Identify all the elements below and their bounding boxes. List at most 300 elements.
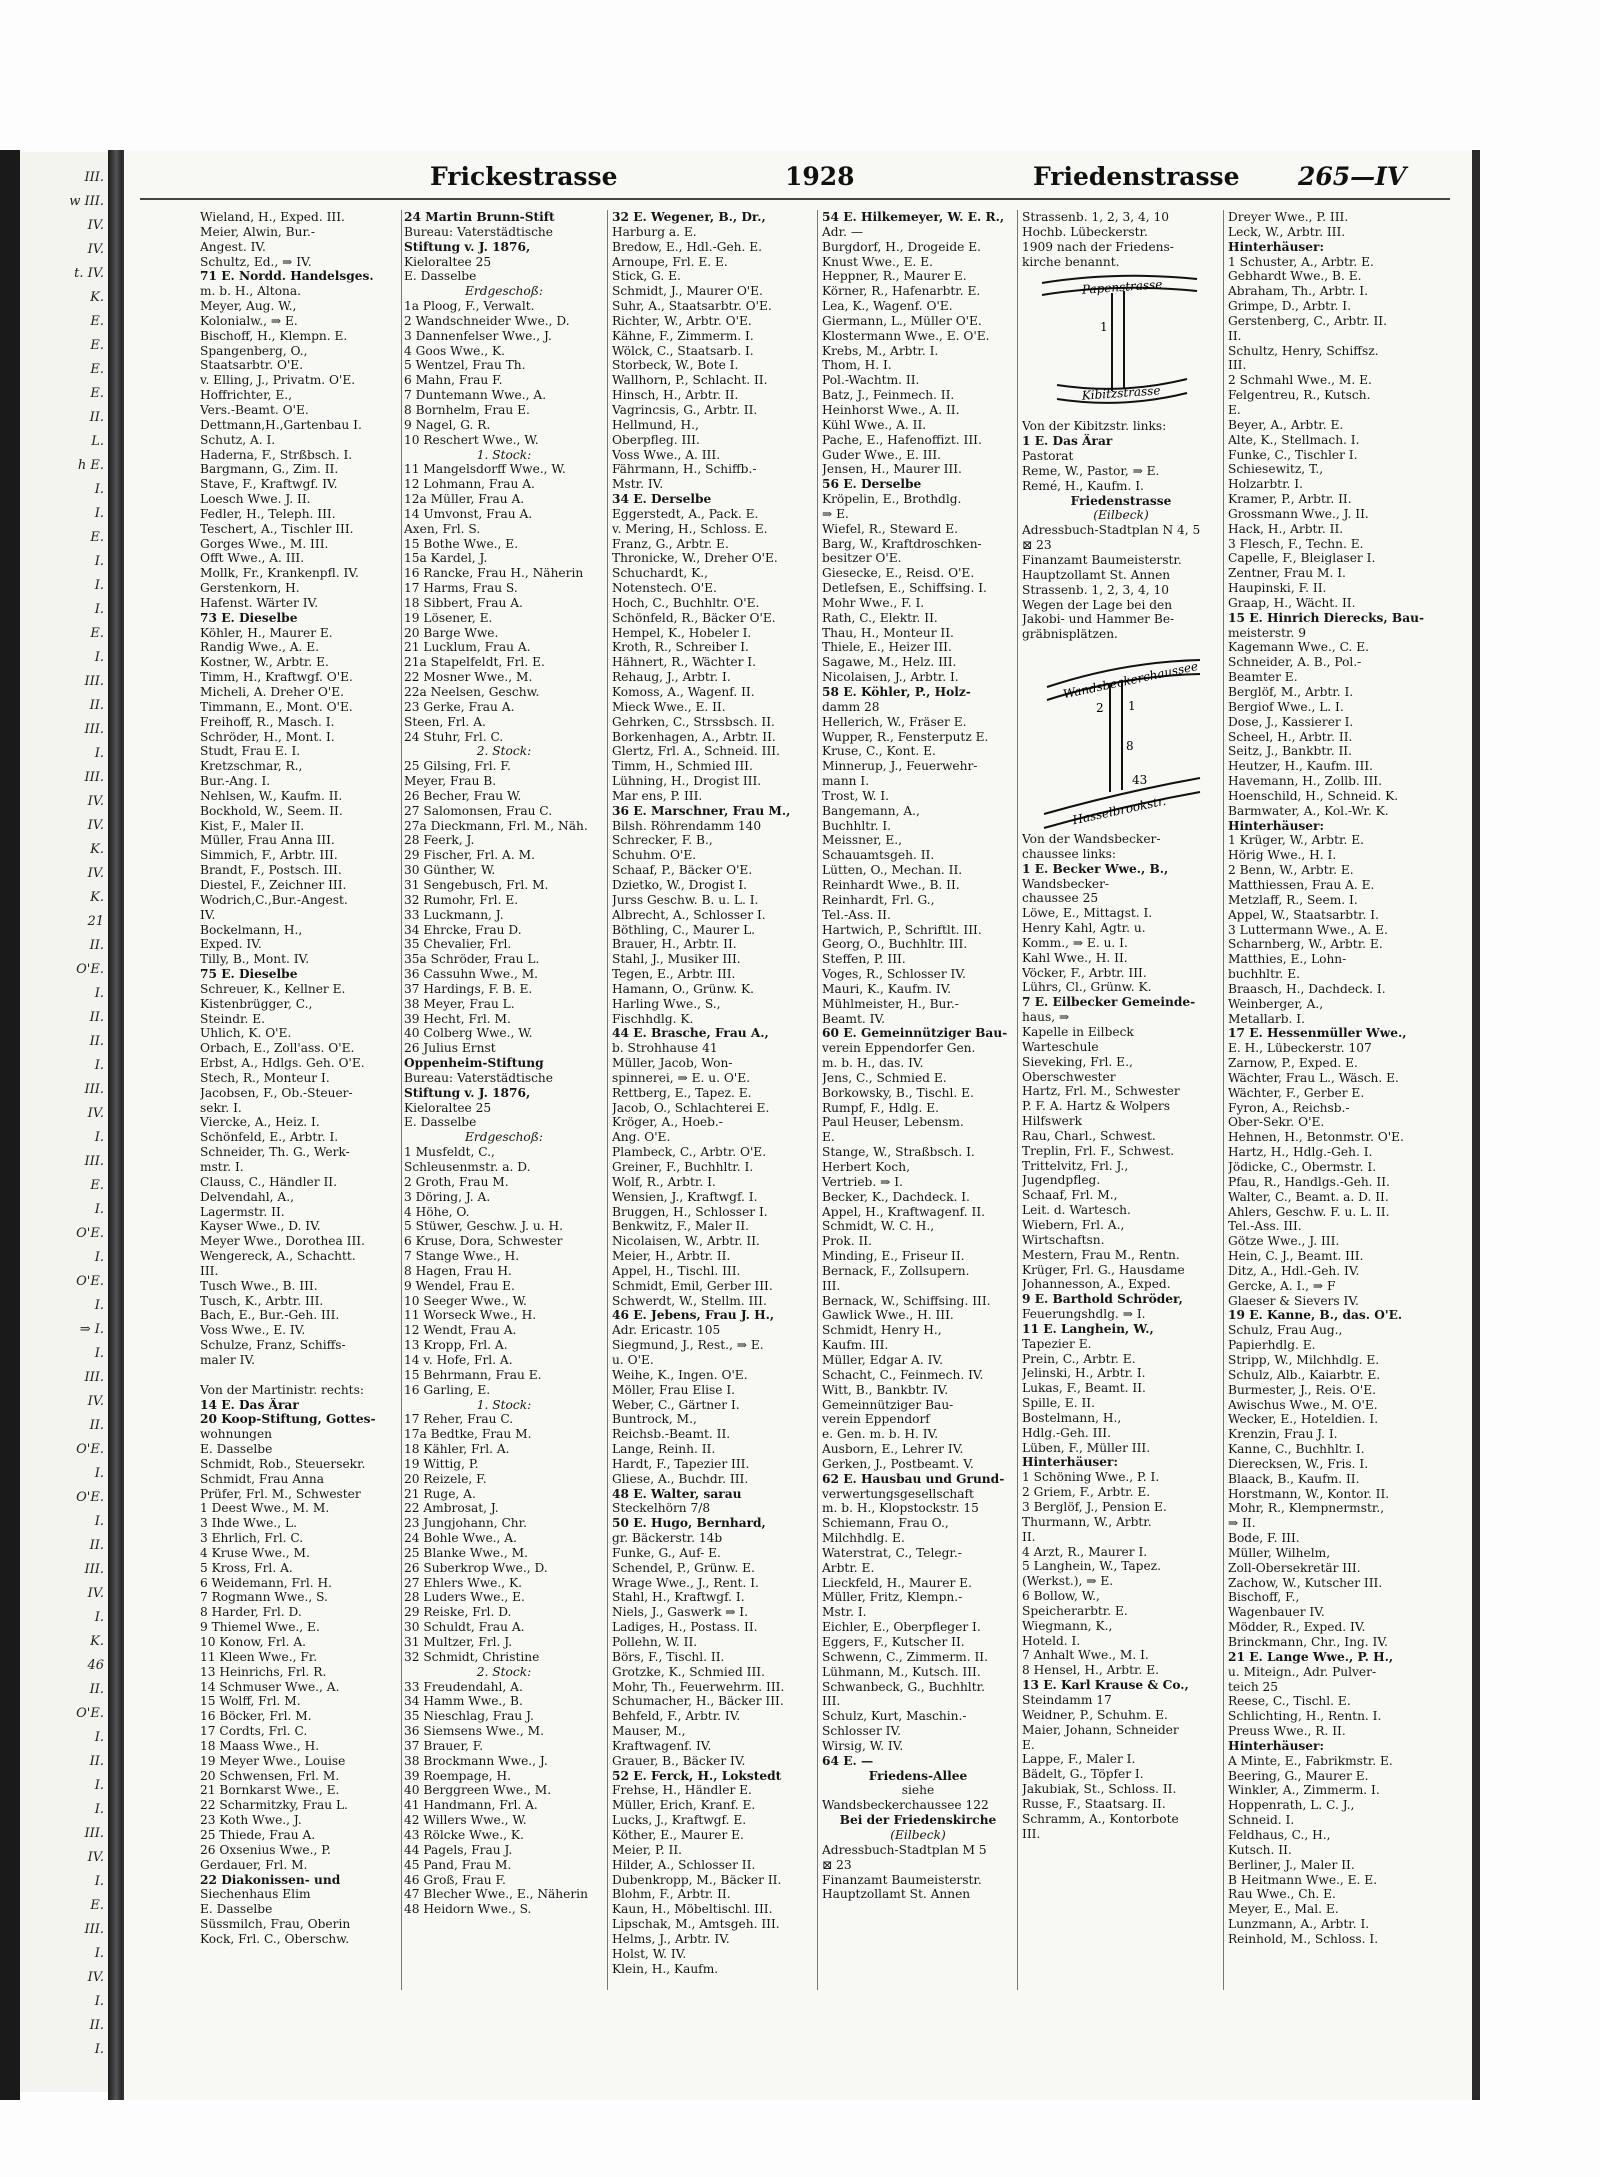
directory-entry: Schiemann, Frau O., (822, 1516, 949, 1531)
directory-entry: Hoppenrath, L. C. J., (1228, 1798, 1355, 1813)
directory-entry: Jödicke, C., Obermstr. I. (1228, 1160, 1377, 1174)
prev-page-fragment: I. (94, 1802, 104, 1817)
directory-entry: haus, ⇒ (1022, 1010, 1070, 1025)
directory-entry: 47 Blecher Wwe., E., Näherin (404, 1887, 588, 1902)
directory-entry: 17a Bedtke, Frau M. (404, 1427, 532, 1442)
header-street-left: Frickestrasse (430, 162, 618, 191)
directory-entry: 2. Stock: (476, 744, 532, 759)
directory-entry: Wodrich,C.,Bur.-Angest. (200, 892, 348, 907)
directory-entry: Kieloraltee 25 (404, 1100, 492, 1115)
directory-entry: Appel, H., Kraftwagenf. II. (822, 1204, 986, 1219)
directory-entry: Lea, K., Wagenf. O'E. (822, 299, 953, 314)
directory-entry: 1. Stock: (476, 447, 532, 462)
directory-entry: Bernack, W., Schiffsing. III. (822, 1293, 991, 1308)
directory-entry: 6 Kruse, Dora, Schwester (404, 1234, 563, 1249)
directory-entry: m. b. H., Altona. (200, 284, 302, 299)
directory-entry: 8 Hagen, Frau H. (404, 1263, 512, 1278)
directory-entry: Jakobi- und Hammer Be- (1022, 612, 1175, 627)
directory-entry: Schmidt, Henry H., (822, 1323, 942, 1338)
prev-page-fragment: II. (89, 410, 104, 425)
directory-entry: Greiner, F., Buchhltr. I. (612, 1160, 754, 1174)
directory-entry: 40 Colberg Wwe., W. (404, 1026, 533, 1041)
directory-entry: 75 E. Dieselbe (200, 967, 298, 982)
directory-entry: Stick, G. E. (612, 269, 681, 284)
prev-page-fragment: IV. (87, 1970, 104, 1985)
directory-entry: 15 E. Hinrich Dierecks, Bau- (1228, 610, 1425, 625)
directory-entry: 1 Krüger, W., Arbtr. E. (1228, 833, 1365, 848)
directory-entry: 32 Rumohr, Frl. E. (404, 892, 519, 907)
directory-entry: 5 Kross, Frl. A. (200, 1560, 293, 1575)
directory-entry: Pol.-Wachtm. II. (822, 373, 920, 388)
directory-entry: 24 Martin Brunn-Stift (404, 210, 555, 224)
directory-entry: 24 Bohle Wwe., A. (404, 1531, 517, 1546)
directory-entry: Wegen der Lage bei den (1022, 597, 1173, 612)
map-house-number: 8 (1126, 739, 1134, 754)
directory-entry: Sagawe, M., Helz. III. (822, 655, 957, 670)
directory-entry: Wrage Wwe., J., Rent. I. (612, 1575, 759, 1590)
directory-entry: 5 Stüwer, Geschw. J. u. H. (404, 1219, 563, 1234)
column-divider (1223, 210, 1224, 1990)
directory-entry: Oberpfleg. III. (612, 432, 700, 447)
directory-entry: Kahl Wwe., H. II. (1022, 950, 1128, 965)
prev-page-fragment: III. (84, 674, 104, 689)
directory-entry: Götze Wwe., J. III. (1228, 1234, 1340, 1249)
directory-entry: Prok. II. (822, 1234, 872, 1249)
directory-entry: Weihe, K., Ingen. O'E. (612, 1367, 748, 1382)
directory-entry: III. (200, 1263, 219, 1278)
directory-entry: Grauer, B., Bäcker IV. (612, 1753, 746, 1768)
map-house-number: 1 (1100, 320, 1108, 335)
directory-entry: Ahlers, Geschw. F. u. L. II. (1228, 1204, 1390, 1219)
directory-entry: Friedenstrasse (1070, 493, 1172, 508)
directory-entry: Möller, Frau Elise I. (612, 1382, 736, 1397)
directory-entry: Beyer, A., Arbtr. E. (1228, 417, 1344, 432)
directory-entry: Kaufm. III. (822, 1338, 889, 1353)
directory-entry: Bockelmann, H., (200, 922, 303, 937)
directory-entry: 10 Seeger Wwe., W. (404, 1293, 527, 1308)
prev-page-fragment: t. IV. (74, 266, 104, 281)
directory-entry: Schneider, A. B., Pol.- (1228, 655, 1362, 670)
directory-entry: Weidner, P., Schuhm. E. (1022, 1707, 1168, 1722)
directory-entry: E. Dasselbe (404, 269, 477, 284)
directory-entry: Meissner, E., (822, 833, 903, 848)
directory-entry: Müller, Wilhelm, (1228, 1545, 1331, 1560)
directory-entry: Exped. IV. (200, 937, 262, 952)
directory-entry: 11 E. Langhein, W., (1022, 1321, 1154, 1336)
directory-entry: Wecker, E., Hoteldien. I. (1228, 1412, 1379, 1427)
map-street-label: Kibitzstrasse (1081, 383, 1161, 404)
directory-entry: Thurmann, W., Arbtr. (1022, 1514, 1152, 1529)
directory-entry: Schlosser IV. (822, 1724, 902, 1739)
directory-entry: Müller, Fritz, Klempn.- (822, 1590, 963, 1605)
directory-entry: Matthies, E., Lohn- (1228, 952, 1347, 967)
directory-entry: 19 Lösener, E. (404, 610, 493, 625)
directory-entry: III. (822, 1278, 841, 1293)
directory-entry: Haupinski, F. II. (1228, 581, 1327, 596)
directory-entry: Kieloraltee 25 (404, 254, 492, 269)
book-spine (108, 150, 122, 2100)
directory-entry: Erdgeschoß: (464, 1130, 544, 1145)
directory-entry: 71 E. Nordd. Handelsges. (200, 269, 374, 284)
directory-entry: Hochb. Lübeckerstr. (1022, 224, 1148, 239)
prev-page-fragment: 21 (87, 914, 104, 929)
directory-entry: 40 Berggreen Wwe., M. (404, 1783, 552, 1798)
directory-entry: Wensien, J., Kraftwgf. I. (612, 1189, 758, 1204)
directory-entry: 2 Groth, Frau M. (404, 1174, 509, 1189)
directory-entry: Ladiges, H., Postass. II. (612, 1620, 758, 1635)
directory-entry: 8 Hensel, H., Arbtr. E. (1022, 1663, 1160, 1678)
directory-entry: Adressbuch-Stadtplan N 4, 5 (1022, 523, 1201, 538)
directory-entry: 7 Anhalt Wwe., M. I. (1022, 1648, 1149, 1663)
directory-entry: 48 Heidorn Wwe., S. (404, 1902, 532, 1917)
column-divider (607, 210, 608, 1990)
directory-entry: Jugendpfleg. (1022, 1173, 1101, 1188)
directory-entry: 12a Müller, Frau A. (404, 492, 525, 507)
directory-entry: Hilfswerk (1022, 1114, 1083, 1129)
directory-entry: 21 E. Lange Wwe., P. H., (1228, 1649, 1394, 1664)
directory-entry: Hinterhäuser: (1228, 818, 1324, 833)
directory-entry: 31 Multzer, Frl. J. (404, 1635, 513, 1649)
prev-page-fragment: IV. (87, 818, 104, 833)
prev-page-fragment: I. (94, 1202, 104, 1217)
directory-entry: 2 Griem, F., Arbtr. E. (1022, 1485, 1151, 1500)
directory-entry: Rath, C., Elektr. II. (822, 610, 938, 625)
directory-entry: Wolf, R., Arbtr. I. (612, 1174, 716, 1189)
directory-entry: Bergiof Wwe., L. I. (1228, 699, 1344, 714)
prev-page-fragment: IV. (87, 242, 104, 257)
directory-entry: Gehrken, C., Strssbsch. II. (612, 714, 775, 729)
directory-entry: 13 E. Karl Krause & Co., (1022, 1678, 1189, 1693)
directory-entry: A Minte, E., Fabrikmstr. E. (1228, 1753, 1393, 1768)
prev-page-fragment: IV. (87, 794, 104, 809)
directory-entry: B Heitmann Wwe., E. E. (1228, 1872, 1378, 1887)
directory-entry: 44 Pagels, Frau J. (404, 1842, 513, 1857)
page-edge-right (1472, 150, 1480, 2100)
directory-entry: sekr. I. (200, 1100, 242, 1115)
directory-entry: Schmidt, Rob., Steuersekr. (200, 1456, 366, 1471)
directory-entry: Müller, Frau Anna III. (200, 833, 335, 848)
prev-page-fragment: II. (89, 1418, 104, 1433)
directory-entry: Timm, H., Schmied III. (612, 759, 753, 774)
directory-entry: Dubenkropp, M., Bäcker II. (612, 1872, 782, 1887)
directory-entry: Capelle, F., Bleiglaser I. (1228, 551, 1376, 566)
directory-entry: Simmich, F., Arbtr. III. (200, 848, 338, 863)
directory-entry: E. Dasselbe (200, 1442, 273, 1457)
directory-entry: 3 Flesch, F., Techn. E. (1228, 536, 1364, 551)
directory-entry: Bruggen, H., Schlosser I. (612, 1204, 768, 1219)
prev-page-fragment: E. (90, 386, 104, 401)
directory-entry: E. Dasselbe (200, 1902, 273, 1917)
directory-entry: 15 Wolff, Frl. M. (200, 1694, 301, 1709)
directory-entry: Borkowsky, B., Tischl. E. (822, 1085, 974, 1100)
directory-entry: II. (1022, 1529, 1036, 1544)
header-street-right: Friedenstrasse (1033, 162, 1240, 191)
directory-entry: Bangemann, A., (822, 803, 920, 818)
directory-entry: Schreuer, K., Kellner E. (200, 981, 346, 996)
prev-page-fragment: E. (90, 314, 104, 329)
directory-entry: Blohm, F., Arbtr. II. (612, 1887, 731, 1902)
directory-entry: Oppenheim-Stiftung (404, 1056, 544, 1071)
directory-entry: Bureau: Vaterstädtische (404, 1070, 553, 1085)
directory-entry: Awischus Wwe., M. O'E. (1228, 1397, 1378, 1412)
directory-entry: Graap, H., Wächt. II. (1228, 595, 1356, 610)
directory-entry: 7 Stange Wwe., H. (404, 1249, 520, 1264)
directory-entry: Burmester, J., Reis. O'E. (1228, 1382, 1376, 1397)
directory-entry: Dreyer Wwe., P. III. (1228, 210, 1349, 224)
prev-page-fragment: 46 (87, 1658, 104, 1673)
directory-entry: E. Dasselbe (404, 1115, 477, 1130)
directory-entry: Kretzschmar, R., (200, 759, 303, 774)
directory-entry: Arbtr. E. (822, 1560, 875, 1575)
directory-entry: 3 Dannenfelser Wwe., J. (404, 328, 552, 343)
directory-entry: 38 Meyer, Frau L. (404, 996, 515, 1011)
directory-entry: Appel, H., Tischl. III. (612, 1263, 741, 1278)
directory-entry: v. Elling, J., Privatm. O'E. (200, 373, 356, 388)
directory-entry: Reese, C., Tischl. E. (1228, 1694, 1351, 1709)
directory-entry: Adr. — (822, 224, 864, 239)
directory-entry: Pollehn, W. II. (612, 1635, 698, 1649)
directory-entry: Stahl, H., Kraftwgf. I. (612, 1590, 745, 1605)
directory-entry: Vagrincsis, G., Arbtr. II. (612, 402, 758, 417)
directory-entry: 46 E. Jebens, Frau J. H., (612, 1308, 775, 1323)
prev-page-fragment: II. (89, 1754, 104, 1769)
directory-entry: Barg, W., Kraftdroschken- (822, 536, 982, 551)
directory-entry: Maier, Johann, Schneider (1022, 1722, 1179, 1737)
directory-entry: Pastorat (1022, 449, 1074, 464)
directory-entry (200, 1368, 398, 1383)
directory-entry: Komoss, A., Wagenf. II. (612, 685, 755, 699)
directory-entry: Klein, H., Kaufm. (612, 1961, 719, 1976)
directory-entry: 25 Gilsing, Frl. F. (404, 759, 511, 774)
directory-entry: Funke, G., Auf- E. (612, 1545, 721, 1560)
directory-entry: u. O'E. (612, 1352, 654, 1367)
directory-entry: Frehse, H., Händler E. (612, 1783, 752, 1798)
column-divider (1017, 210, 1018, 1990)
directory-entry: Löwe, E., Mittagst. I. (1022, 906, 1153, 921)
directory-entry: Kühl Wwe., A. II. (822, 417, 927, 432)
street-map-papenstrasse (1022, 269, 1212, 419)
directory-entry: Kaun, H., Möbeltischl. III. (612, 1902, 773, 1917)
prev-page-fragment: IV. (87, 1586, 104, 1601)
directory-entry: Wagenbauer IV. (1228, 1605, 1325, 1620)
directory-entry: Lührs, Cl., Grünw. K. (1022, 980, 1152, 995)
directory-entry: Vertrieb. ⇒ I. (822, 1174, 903, 1189)
directory-entry: Finanzamt Baumeisterstr. (822, 1872, 982, 1887)
directory-entry: Heinhorst Wwe., A. II. (822, 402, 960, 417)
directory-entry: Kock, Frl. C., Oberschw. (200, 1931, 350, 1946)
prev-page-fragment: E. (90, 362, 104, 377)
directory-entry: v. Mering, H., Schloss. E. (612, 521, 768, 536)
directory-entry: Holst, W. IV. (612, 1946, 687, 1961)
directory-entry: Loesch Wwe. J. II. (200, 492, 311, 507)
directory-entry: Staatsarbtr. O'E. (200, 358, 304, 373)
directory-entry: Walter, C., Beamt. a. D. II. (1228, 1189, 1389, 1204)
directory-entry: Minding, E., Friseur II. (822, 1249, 965, 1264)
directory-entry: Hoch, C., Buchhltr. O'E. (612, 595, 760, 610)
directory-entry: (Werkst.), ⇒ E. (1022, 1574, 1114, 1589)
directory-entry: Kröger, A., Hoeb.- (612, 1115, 723, 1130)
directory-entry: Hartwich, P., Schriftlt. III. (822, 922, 982, 937)
prev-page-fragment: I. (94, 986, 104, 1001)
directory-entry: Prüfer, Frl. M., Schwester (200, 1486, 361, 1501)
directory-entry: Lühmann, M., Kutsch. III. (822, 1664, 981, 1679)
directory-entry: Ober-Sekr. O'E. (1228, 1115, 1325, 1130)
directory-entry: Ausborn, E., Lehrer IV. (822, 1442, 964, 1457)
directory-entry: E. (1228, 402, 1241, 417)
prev-page-fragment: O'E. (76, 962, 104, 977)
directory-entry: Voss Wwe., A. III. (612, 447, 721, 462)
prev-page-fragment: III. (84, 1562, 104, 1577)
directory-entry: 17 Harms, Frau S. (404, 581, 518, 596)
directory-entry: Pfau, R., Handlgs.-Geh. II. (1228, 1174, 1390, 1189)
directory-entry: Hafenst. Wärter IV. (200, 595, 319, 610)
directory-entry: Preuss Wwe., R. II. (1228, 1724, 1346, 1739)
directory-entry: ⊠ 23 (822, 1857, 852, 1872)
directory-entry: 1 Schöning Wwe., P. I. (1022, 1470, 1160, 1485)
directory-entry: Timm, H., Kraftwgf. O'E. (200, 670, 353, 685)
directory-entry: IV. (200, 907, 216, 922)
directory-entry: Lieckfeld, H., Maurer E. (822, 1575, 972, 1590)
directory-entry: Meier, Alwin, Bur.- (200, 224, 315, 239)
directory-entry: 35a Schröder, Frau L. (404, 952, 540, 967)
directory-entry: Harling Wwe., S., (612, 996, 721, 1011)
directory-entry: Dzietko, W., Drogist I. (612, 877, 748, 892)
directory-entry: 60 E. Gemeinnütziger Bau- (822, 1026, 1008, 1041)
directory-entry: E. H., Lübeckerstr. 107 (1228, 1041, 1372, 1056)
directory-entry: 52 E. Ferck, H., Lokstedt (612, 1768, 782, 1783)
directory-entry: Voges, R., Schlosser IV. (822, 967, 966, 982)
directory-entry: Bostelmann, H., (1022, 1410, 1122, 1425)
directory-entry: Clauss, C., Händler II. (200, 1174, 337, 1189)
directory-entry: Gawlick Wwe., H. III. (822, 1308, 954, 1323)
prev-page-fragment: III. (84, 1922, 104, 1937)
directory-entry: Nicolaisen, W., Arbtr. II. (612, 1234, 760, 1249)
directory-entry: 2 Schmahl Wwe., M. E. (1228, 373, 1372, 388)
directory-entry: Steffen, P. III. (822, 952, 906, 967)
directory-entry: Mestern, Frau M., Rentn. (1022, 1247, 1180, 1262)
prev-page-fragment: I. (94, 746, 104, 761)
directory-entry: Reme, W., Pastor, ⇒ E. (1022, 463, 1160, 478)
directory-entry: 6 Mahn, Frau F. (404, 373, 503, 388)
directory-entry: Von der Martinistr. rechts: (200, 1382, 364, 1397)
previous-page-edge (20, 152, 108, 2092)
directory-entry: u. Miteign., Adr. Pulver- (1228, 1664, 1377, 1679)
directory-entry: Dierecksen, W., Fris. I. (1228, 1456, 1369, 1471)
prev-page-fragment: II. (89, 1538, 104, 1553)
prev-page-fragment: IV. (87, 218, 104, 233)
directory-entry: E. (1022, 1737, 1035, 1752)
directory-entry: Russe, F., Staatsarg. II. (1022, 1796, 1166, 1811)
directory-entry: Brandt, F., Postsch. III. (200, 863, 342, 878)
directory-entry: Fischhdlg. K. (612, 1011, 694, 1026)
directory-entry: Notenstech. O'E. (612, 581, 717, 596)
directory-entry: 2. Stock: (476, 1664, 532, 1679)
directory-entry: 26 Becher, Frau W. (404, 788, 522, 803)
directory-entry: Stave, F., Kraftwgf. IV. (200, 477, 338, 492)
directory-entry: Prein, C., Arbtr. E. (1022, 1351, 1136, 1366)
directory-entry: Mohr Wwe., F. I. (822, 595, 925, 610)
directory-entry: Hauptzollamt St. Annen (822, 1887, 971, 1902)
prev-page-fragment: III. (84, 1082, 104, 1097)
directory-entry: Stech, R., Monteur I. (200, 1070, 330, 1085)
directory-entry: 21 Bornkarst Wwe., E. (200, 1783, 340, 1798)
directory-entry: 16 Böcker, Frl. M. (200, 1709, 312, 1724)
directory-entry: 23 Gerke, Frau A. (404, 699, 515, 714)
directory-entry: Milchhdlg. E. (822, 1531, 905, 1546)
directory-entry: Hinterhäuser: (1228, 1738, 1324, 1753)
directory-entry: 64 E. — (822, 1753, 874, 1768)
directory-entry: Beamt. IV. (822, 1011, 885, 1026)
prev-page-fragment: I. (94, 1250, 104, 1265)
directory-entry: 37 Brauer, F. (404, 1738, 484, 1753)
directory-entry: Borkenhagen, A., Arbtr. II. (612, 729, 776, 744)
directory-entry: Braasch, H., Dachdeck. I. (1228, 981, 1386, 996)
directory-entry: Angest. IV. (200, 239, 266, 254)
directory-entry: 16 Garling, E. (404, 1382, 491, 1397)
directory-entry: Von der Kibitzstr. links: (1022, 419, 1167, 434)
directory-entry: Mieck Wwe., E. II. (612, 699, 726, 714)
prev-page-fragment: K. (90, 842, 104, 857)
directory-entry: besitzer O'E. (822, 551, 902, 566)
directory-entry: Bargmann, G., Zim. II. (200, 462, 339, 477)
directory-entry: 15 Behrmann, Frau E. (404, 1367, 542, 1382)
directory-entry: 42 Willers Wwe., W. (404, 1813, 527, 1828)
directory-entry: Spille, E. II. (1022, 1396, 1095, 1411)
directory-entry: meisterstr. 9 (1228, 625, 1306, 640)
directory-entry: Benkwitz, F., Maler II. (612, 1219, 750, 1234)
directory-entry: Siegmund, J., Rest., ⇒ E. (612, 1338, 764, 1353)
directory-entry: Paul Heuser, Lebensm. (822, 1115, 964, 1130)
directory-entry: Schönfeld, E., Arbtr. I. (200, 1130, 339, 1145)
directory-entry: 1 Schuster, A., Arbtr. E. (1228, 254, 1374, 269)
directory-entry: 2 Benn, W., Arbtr. E. (1228, 863, 1354, 878)
directory-entry: Brauer, H., Arbtr. II. (612, 937, 737, 952)
directory-entry: 4 Goos Wwe., K. (404, 343, 505, 358)
directory-entry: Kapelle in Eilbeck (1022, 1025, 1134, 1039)
directory-entry: Gercke, A. I., ⇒ F (1228, 1278, 1336, 1293)
directory-entry: Viercke, A., Heiz. I. (200, 1115, 320, 1130)
header-page-number: 265—IV (1298, 162, 1407, 191)
directory-entry: verwertungsgesellschaft (822, 1486, 974, 1501)
directory-entry: Hamann, O., Grünw. K. (612, 981, 755, 996)
directory-entry: 24 Stuhr, Frl. C. (404, 729, 504, 744)
directory-entry: 44 E. Brasche, Frau A., (612, 1026, 769, 1041)
directory-entry: 17 Cordts, Frl. C. (200, 1724, 308, 1739)
directory-entry: 35 Nieschlag, Frau J. (404, 1709, 534, 1724)
directory-entry: Steckelhörn 7/8 (612, 1501, 711, 1516)
directory-entry: Krebs, M., Arbtr. I. (822, 343, 939, 358)
directory-entry: Alte, K., Stellmach. I. (1228, 432, 1360, 447)
directory-entry: Arnoupe, Frl. E. E. (612, 254, 728, 269)
directory-entry: Stripp, W., Milchhdlg. E. (1228, 1352, 1380, 1367)
directory-entry: 3 Berglöf, J., Pension E. (1022, 1500, 1167, 1514)
directory-entry: 31 Sengebusch, Frl. M. (404, 877, 549, 892)
prev-page-fragment: I. (94, 1346, 104, 1361)
directory-entry: Jensen, H., Maurer III. (822, 462, 962, 477)
map-house-number: 1 (1128, 699, 1136, 714)
directory-entry: Tel.-Ass. III. (1228, 1219, 1302, 1234)
directory-entry: 4 Kruse Wwe., M. (200, 1545, 310, 1560)
street-map-wandsbeckerchaussee (1022, 642, 1212, 832)
directory-entry: Köhler, H., Maurer E. (200, 625, 333, 640)
prev-page-fragment: I. (94, 554, 104, 569)
directory-entry: Müller, Jacob, Won- (612, 1056, 733, 1071)
directory-entry: 37 Hardings, F. B. E. (404, 981, 533, 996)
directory-entry: Kist, F., Maler II. (200, 818, 305, 833)
directory-entry: Zoll-Obersekretär III. (1228, 1560, 1361, 1575)
directory-entry: Thronicke, W., Dreher O'E. (612, 551, 778, 566)
directory-entry: 1 E. Becker Wwe., B., (1022, 861, 1169, 876)
